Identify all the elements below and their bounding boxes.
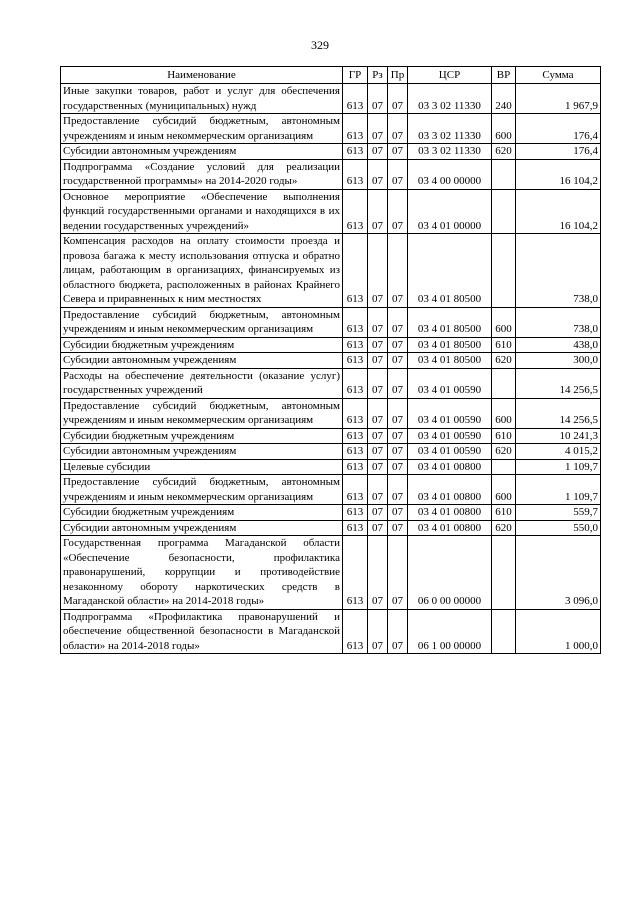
row-rz: 07 (368, 536, 388, 610)
row-rz: 07 (368, 337, 388, 353)
row-rz: 07 (368, 475, 388, 505)
row-csr: 03 4 01 00000 (408, 189, 492, 234)
row-gr: 613 (343, 520, 368, 536)
row-pr: 07 (388, 353, 408, 369)
row-name: Предоставление субсидий бюджетным, автономным учреждениям и иным некоммерческим организациям (61, 398, 343, 428)
row-vr: 620 (492, 520, 516, 536)
row-csr: 03 4 01 00590 (408, 428, 492, 444)
row-pr: 07 (388, 144, 408, 160)
row-sum: 1 967,9 (516, 84, 601, 114)
row-pr: 07 (388, 234, 408, 308)
row-csr: 06 0 00 00000 (408, 536, 492, 610)
row-pr: 07 (388, 536, 408, 610)
table-row (61, 114, 601, 144)
row-pr: 07 (388, 444, 408, 460)
row-sum: 300,0 (516, 353, 601, 369)
row-gr: 613 (343, 475, 368, 505)
row-sum: 176,4 (516, 144, 601, 160)
row-gr: 613 (343, 428, 368, 444)
row-sum: 3 096,0 (516, 536, 601, 610)
row-csr: 03 4 01 80500 (408, 234, 492, 308)
row-csr: 03 3 02 11330 (408, 114, 492, 144)
row-rz: 07 (368, 189, 388, 234)
row-rz: 07 (368, 114, 388, 144)
row-vr: 610 (492, 337, 516, 353)
table-row (61, 536, 601, 610)
header-vr: ВР (492, 67, 516, 84)
row-csr: 03 4 00 00000 (408, 159, 492, 189)
row-rz: 07 (368, 520, 388, 536)
row-rz: 07 (368, 505, 388, 521)
row-pr: 07 (388, 520, 408, 536)
table-row (61, 234, 601, 308)
header-sum: Сумма (516, 67, 601, 84)
row-vr (492, 189, 516, 234)
row-vr: 600 (492, 307, 516, 337)
row-csr: 03 3 02 11330 (408, 84, 492, 114)
row-csr: 03 4 01 80500 (408, 337, 492, 353)
row-vr (492, 536, 516, 610)
row-name: Целевые субсидии (61, 459, 343, 475)
table-row (61, 84, 601, 114)
table-row (61, 444, 601, 460)
row-name: Субсидии автономным учреждениям (61, 520, 343, 536)
row-rz: 07 (368, 368, 388, 398)
row-csr: 06 1 00 00000 (408, 609, 492, 654)
row-csr: 03 4 01 00800 (408, 459, 492, 475)
row-rz: 07 (368, 459, 388, 475)
row-pr: 07 (388, 337, 408, 353)
row-pr: 07 (388, 459, 408, 475)
row-gr: 613 (343, 234, 368, 308)
row-pr: 07 (388, 114, 408, 144)
row-csr: 03 4 01 00590 (408, 368, 492, 398)
row-name: Предоставление субсидий бюджетным, автономным учреждениям и иным некоммерческим организациям (61, 307, 343, 337)
table-row (61, 353, 601, 369)
row-name: Подпрограмма «Профилактика правонарушений и обеспечение общественной безопасности в Магаданской области» на 2014-2018 годы» (61, 609, 343, 654)
row-csr: 03 3 02 11330 (408, 144, 492, 160)
row-gr: 613 (343, 368, 368, 398)
row-sum: 1 109,7 (516, 475, 601, 505)
row-pr: 07 (388, 609, 408, 654)
row-name: Государственная программа Магаданской области «Обеспечение безопасности, профилактика правонарушений, коррупции и противодействие незаконному обороту наркотических средств в Магаданской области» на 2014-2018 годы» (61, 536, 343, 610)
row-sum: 4 015,2 (516, 444, 601, 460)
table-row (61, 337, 601, 353)
row-sum: 550,0 (516, 520, 601, 536)
row-vr (492, 159, 516, 189)
row-gr: 613 (343, 114, 368, 144)
header-pr: Пр (388, 67, 408, 84)
row-gr: 613 (343, 459, 368, 475)
row-name: Иные закупки товаров, работ и услуг для обеспечения государственных (муниципальных) нужд (61, 84, 343, 114)
row-vr: 600 (492, 114, 516, 144)
row-gr: 613 (343, 353, 368, 369)
row-gr: 613 (343, 337, 368, 353)
row-sum: 14 256,5 (516, 398, 601, 428)
row-csr: 03 4 01 00800 (408, 475, 492, 505)
row-rz: 07 (368, 307, 388, 337)
row-rz: 07 (368, 84, 388, 114)
row-sum: 738,0 (516, 307, 601, 337)
row-vr (492, 609, 516, 654)
row-name: Субсидии бюджетным учреждениям (61, 505, 343, 521)
row-sum: 1 000,0 (516, 609, 601, 654)
row-csr: 03 4 01 00590 (408, 444, 492, 460)
row-name: Субсидии автономным учреждениям (61, 353, 343, 369)
row-rz: 07 (368, 398, 388, 428)
row-pr: 07 (388, 84, 408, 114)
row-gr: 613 (343, 307, 368, 337)
row-name: Предоставление субсидий бюджетным, автономным учреждениям и иным некоммерческим организациям (61, 475, 343, 505)
row-vr: 620 (492, 144, 516, 160)
table-row (61, 520, 601, 536)
row-gr: 613 (343, 159, 368, 189)
table-row (61, 189, 601, 234)
row-vr: 600 (492, 398, 516, 428)
row-sum: 738,0 (516, 234, 601, 308)
table-row (61, 459, 601, 475)
row-csr: 03 4 01 00800 (408, 520, 492, 536)
row-gr: 613 (343, 189, 368, 234)
header-name: Наименование (61, 67, 343, 84)
row-gr: 613 (343, 609, 368, 654)
table-body (61, 84, 601, 654)
row-vr (492, 234, 516, 308)
row-csr: 03 4 01 00590 (408, 398, 492, 428)
row-vr: 620 (492, 353, 516, 369)
row-rz: 07 (368, 353, 388, 369)
table-row (61, 307, 601, 337)
row-sum: 16 104,2 (516, 159, 601, 189)
row-sum: 176,4 (516, 114, 601, 144)
budget-table (60, 66, 601, 654)
row-pr: 07 (388, 475, 408, 505)
table-row (61, 428, 601, 444)
row-name: Компенсация расходов на оплату стоимости проезда и провоза багажа к месту использования отпуска и обратно лицам, работающим в организациях, финансируемых из областного бюджета, расположенных в районах Крайнего Севера и приравненных к ним местностях (61, 234, 343, 308)
row-vr: 620 (492, 444, 516, 460)
row-rz: 07 (368, 444, 388, 460)
row-vr (492, 368, 516, 398)
row-sum: 559,7 (516, 505, 601, 521)
table-header-row (61, 67, 601, 84)
row-vr: 600 (492, 475, 516, 505)
row-gr: 613 (343, 144, 368, 160)
row-name: Субсидии автономным учреждениям (61, 444, 343, 460)
row-csr: 03 4 01 80500 (408, 353, 492, 369)
table-row (61, 144, 601, 160)
row-vr (492, 459, 516, 475)
row-rz: 07 (368, 159, 388, 189)
row-pr: 07 (388, 159, 408, 189)
row-name: Предоставление субсидий бюджетным, автономным учреждениям и иным некоммерческим организациям (61, 114, 343, 144)
row-name: Субсидии бюджетным учреждениям (61, 337, 343, 353)
row-gr: 613 (343, 536, 368, 610)
row-pr: 07 (388, 428, 408, 444)
header-rz: Рз (368, 67, 388, 84)
row-rz: 07 (368, 609, 388, 654)
page-number: 329 (311, 38, 329, 52)
row-csr: 03 4 01 80500 (408, 307, 492, 337)
row-pr: 07 (388, 368, 408, 398)
row-name: Подпрограмма «Создание условий для реализации государственной программы» на 2014-2020 годы» (61, 159, 343, 189)
row-gr: 613 (343, 84, 368, 114)
row-gr: 613 (343, 444, 368, 460)
row-pr: 07 (388, 398, 408, 428)
header-csr: ЦСР (408, 67, 492, 84)
row-vr: 610 (492, 505, 516, 521)
row-sum: 16 104,2 (516, 189, 601, 234)
table-row (61, 368, 601, 398)
row-name: Основное мероприятие «Обеспечение выполнения функций государственными органами и находящихся в их ведении государственных учреждений» (61, 189, 343, 234)
row-gr: 613 (343, 505, 368, 521)
row-sum: 1 109,7 (516, 459, 601, 475)
row-vr: 240 (492, 84, 516, 114)
row-csr: 03 4 01 00800 (408, 505, 492, 521)
row-name: Субсидии автономным учреждениям (61, 144, 343, 160)
row-sum: 14 256,5 (516, 368, 601, 398)
row-sum: 438,0 (516, 337, 601, 353)
table-row (61, 475, 601, 505)
row-pr: 07 (388, 189, 408, 234)
row-sum: 10 241,3 (516, 428, 601, 444)
row-pr: 07 (388, 307, 408, 337)
header-gr: ГР (343, 67, 368, 84)
row-rz: 07 (368, 428, 388, 444)
table-row (61, 398, 601, 428)
row-name: Расходы на обеспечение деятельности (оказание услуг) государственных учреждений (61, 368, 343, 398)
row-rz: 07 (368, 234, 388, 308)
row-vr: 610 (492, 428, 516, 444)
table-row (61, 159, 601, 189)
row-pr: 07 (388, 505, 408, 521)
table-row (61, 609, 601, 654)
row-rz: 07 (368, 144, 388, 160)
table-row (61, 505, 601, 521)
row-gr: 613 (343, 398, 368, 428)
row-name: Субсидии бюджетным учреждениям (61, 428, 343, 444)
